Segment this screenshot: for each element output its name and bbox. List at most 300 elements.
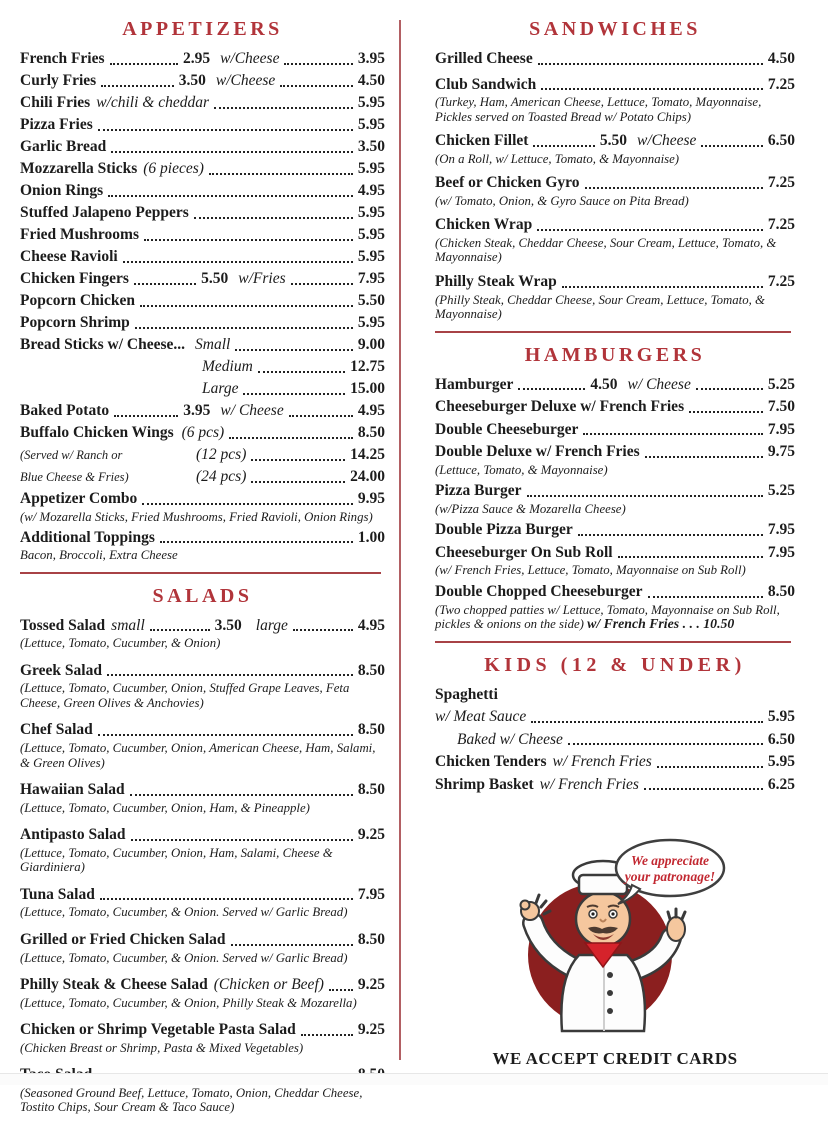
item-name: Buffalo Chicken Wings (20, 424, 174, 441)
item-name: Double Pizza Burger (435, 521, 573, 539)
item-name: Curly Fries (20, 72, 97, 89)
item-price: 5.95 (357, 94, 385, 111)
dot-leader (214, 107, 353, 109)
dot-leader (98, 734, 353, 736)
item-price: 9.75 (767, 443, 795, 461)
menu-item (20, 293, 385, 310)
section-salads (20, 585, 385, 1115)
item-variant: (Chicken or Beef) (213, 976, 324, 994)
item-line (20, 227, 385, 244)
dot-leader (130, 794, 353, 796)
item-name: Cheese Ravioli (20, 248, 118, 265)
menu-item (435, 483, 795, 516)
menu-item (20, 183, 385, 200)
item-price: 8.50 (357, 424, 385, 441)
menu-item (20, 95, 385, 112)
item-price: 5.95 (767, 753, 795, 771)
item-line (435, 175, 795, 192)
item-name: Baked Potato (20, 402, 110, 419)
item-name: Chicken or Shrimp Vegetable Pasta Salad (20, 1021, 296, 1039)
dot-leader (701, 145, 762, 147)
item-name: Philly Steak & Cheese Salad (20, 976, 208, 994)
item-line (20, 249, 385, 266)
dot-leader (107, 674, 353, 676)
item-price: 14.25 (350, 446, 385, 463)
item-name: Double Cheeseburger (435, 420, 579, 438)
item-line (20, 447, 385, 464)
item-name: Cheeseburger On Sub Roll (435, 543, 613, 561)
menu-item (435, 687, 795, 704)
item-description (20, 905, 385, 920)
section-divider (20, 572, 381, 574)
section-title: SALADS (152, 584, 253, 607)
dot-leader (134, 283, 196, 285)
item-description (20, 548, 385, 563)
item-line (20, 887, 385, 904)
item-desc: (Lettuce, Tomato, Cucumber, Onion, American Cheese, Ham, Salami, & Green Olives) (20, 740, 376, 770)
item-line (20, 315, 385, 332)
item-line (20, 161, 385, 178)
item-desc: Bacon, Broccoli, Extra Cheese (20, 548, 178, 563)
item-desc: (Seasoned Ground Beef, Lettuce, Tomato, Onion, Cheddar Cheese, Tostito Chips, Sour Cream & Taco Sauce) (20, 1085, 363, 1115)
item-line (435, 709, 795, 726)
dot-leader (293, 629, 353, 631)
menu-item (435, 444, 795, 477)
item-name: Additional Toppings (20, 528, 155, 546)
item-variant: w/ Meat Sauce (435, 708, 527, 726)
item-desc: (Lettuce, Tomato, Cucumber, Onion, Ham, & Pineapple) (20, 800, 310, 815)
item-name: Shrimp Basket (435, 775, 534, 793)
item-line (20, 1022, 385, 1039)
item-variant: (12 pcs) (196, 446, 247, 463)
item-line (435, 217, 795, 234)
menu-item (435, 709, 795, 726)
item-desc: (w/Pizza Sauce & Mozarella Cheese) (435, 501, 626, 516)
item-price: 5.50 (357, 292, 385, 309)
item-name: Popcorn Chicken (20, 292, 135, 309)
item-name: Garlic Bread (20, 138, 107, 155)
item-line (20, 73, 385, 90)
item-price: 8.50 (357, 661, 385, 679)
item-name: Onion Rings (20, 182, 104, 199)
item-desc: (Lettuce, Tomato, Cucumber, & Onion. Served w/ Garlic Bread) (20, 905, 348, 920)
item-line (435, 77, 795, 94)
item-name: French Fries (20, 50, 105, 67)
dot-leader (140, 305, 353, 307)
item-description (435, 293, 795, 322)
menu-item (20, 315, 385, 332)
item-description (20, 801, 385, 816)
item-desc: (On a Roll, w/ Lettuce, Tomato, & Mayonnaise) (435, 151, 680, 166)
section-title: HAMBURGERS (524, 343, 706, 366)
item-price: 7.95 (357, 270, 385, 287)
section-divider (435, 331, 791, 333)
dot-leader (531, 721, 763, 723)
menu-item (20, 425, 385, 486)
dot-leader (235, 349, 353, 351)
dot-leader (280, 85, 353, 87)
menu-item (435, 217, 795, 265)
item-name: Appetizer Combo (20, 490, 138, 507)
item-description (435, 463, 795, 478)
dot-leader (100, 898, 353, 900)
dot-leader (538, 63, 763, 65)
item-name: Hamburger (435, 375, 514, 393)
item-name: Double Chopped Cheeseburger (435, 583, 643, 601)
dot-leader (110, 63, 178, 65)
menu-item (20, 403, 385, 420)
item-variant: Small (195, 336, 231, 353)
item-line (435, 754, 795, 771)
item-name: Grilled or Fried Chicken Salad (20, 931, 226, 949)
credit-cards-text: WE ACCEPT CREDIT CARDS (492, 1049, 738, 1069)
dot-leader (135, 327, 353, 329)
item-line (20, 205, 385, 222)
item-desc: (Philly Steak, Cheddar Cheese, Sour Cream, Lettuce, Tomato, & Mayonnaise) (435, 292, 765, 322)
dot-leader (689, 411, 763, 413)
item-price: 5.95 (767, 708, 795, 726)
item-line (20, 403, 385, 420)
item-variant: large (255, 616, 288, 634)
item-price: 5.25 (767, 375, 796, 393)
dot-leader (562, 286, 763, 288)
item-description (20, 996, 385, 1011)
item-description (20, 681, 385, 710)
item-price: 4.95 (357, 182, 385, 199)
item-name: Stuffed Jalapeno Peppers (20, 204, 189, 221)
item-variant: w/ Cheese (220, 402, 284, 419)
item-price: 4.95 (357, 616, 385, 634)
menu-item (20, 1022, 385, 1055)
item-variant: w/ French Fries (552, 753, 652, 771)
dot-leader (527, 495, 763, 497)
item-price: 5.50 (201, 270, 229, 287)
menu-item (20, 117, 385, 134)
page-bottom-edge (0, 1073, 828, 1085)
menu-item (435, 175, 795, 208)
item-desc: (Chicken Steak, Cheddar Cheese, Sour Cream, Lettuce, Tomato, & Mayonnaise) (435, 235, 777, 265)
item-line (20, 425, 385, 442)
dot-leader (696, 388, 763, 390)
item-bold-note: w/ French Fries . . . 10.50 (587, 616, 735, 632)
menu-item (20, 932, 385, 965)
dot-leader (98, 129, 353, 131)
item-line (20, 530, 385, 547)
dot-leader (618, 556, 763, 558)
menu-item (20, 887, 385, 920)
item-price: 7.25 (767, 75, 795, 93)
item-price: 5.95 (357, 248, 385, 265)
item-variant: (6 pcs) (181, 424, 225, 441)
item-price: 5.95 (357, 314, 385, 331)
item-price: 6.50 (767, 132, 795, 150)
item-name: Pizza Burger (435, 482, 522, 500)
item-name: Beef or Chicken Gyro (435, 174, 580, 192)
item-name: Pizza Fries (20, 116, 93, 133)
item-price: 8.50 (767, 583, 795, 601)
item-line (435, 274, 795, 291)
chef-mascot-block (435, 835, 795, 1069)
item-line (20, 469, 385, 486)
item-desc: (Two chopped patties w/ Lettuce, Tomato, Mayonnaise on Sub Roll, pickles & onions on the side) (435, 602, 780, 632)
section-title: SANDWICHES (529, 18, 701, 40)
item-price: 7.25 (767, 174, 795, 192)
menu-item (435, 732, 795, 749)
item-price: 9.95 (357, 490, 385, 507)
item-variant: w/Cheese (215, 72, 276, 89)
item-name: Tossed Salad (20, 616, 106, 634)
item-price: 7.95 (767, 521, 795, 539)
item-price: 1.00 (357, 528, 385, 546)
item-line (435, 422, 795, 439)
item-price: 5.95 (357, 116, 385, 133)
menu-item (435, 584, 795, 632)
item-line (20, 271, 385, 288)
dot-leader (644, 788, 763, 790)
item-price: 12.75 (350, 358, 385, 375)
dot-leader (108, 195, 353, 197)
item-price: 7.50 (767, 398, 795, 416)
menu-item (435, 77, 795, 125)
item-line (20, 51, 385, 68)
dot-leader (251, 459, 345, 461)
item-name: Bread Sticks w/ Cheese... (20, 336, 186, 353)
item-price: 8.50 (357, 931, 385, 949)
item-line (20, 293, 385, 310)
dot-leader (251, 481, 345, 483)
item-line (435, 777, 795, 794)
dot-leader (114, 415, 178, 417)
section-kids (435, 654, 795, 794)
item-price: 7.95 (357, 885, 385, 903)
dot-leader (123, 261, 353, 263)
item-price: 6.25 (767, 775, 795, 793)
item-description (20, 741, 385, 770)
speech-bubble (616, 840, 724, 904)
dot-leader (533, 145, 594, 147)
item-variant: w/ Cheese (627, 375, 691, 393)
item-desc: (Lettuce, Tomato, Cucumber, Onion, Stuffed Grape Leaves, Feta Cheese, Green Olives & Anchovies) (20, 681, 350, 710)
item-price: 3.50 (214, 616, 242, 634)
dot-leader (142, 503, 353, 505)
column-divider-line (399, 20, 401, 1060)
item-line (20, 932, 385, 949)
chef-illustration (500, 835, 730, 1040)
menu-item (20, 782, 385, 815)
dot-leader (101, 85, 174, 87)
section-appetizers (20, 18, 385, 563)
item-line (20, 977, 385, 994)
item-price: 3.50 (357, 138, 385, 155)
item-description (20, 510, 385, 525)
item-price: 15.00 (350, 380, 385, 397)
item-price: 8.50 (357, 781, 385, 799)
item-name: Grilled Cheese (435, 50, 533, 67)
item-price: 3.95 (183, 402, 211, 419)
menu-column-left (20, 16, 385, 1127)
item-variant: w/chili & cheddar (96, 94, 209, 111)
item-line (435, 399, 795, 416)
item-line (435, 584, 795, 601)
item-price: 7.25 (767, 216, 795, 234)
item-price: 7.95 (767, 420, 795, 438)
item-name: Greek Salad (20, 661, 102, 679)
dot-leader (284, 63, 352, 65)
item-price: 9.25 (357, 976, 385, 994)
item-line (435, 732, 795, 749)
section-sandwiches (435, 18, 795, 322)
item-variant: (24 pcs) (196, 468, 247, 485)
dot-leader (648, 596, 763, 598)
item-variant: (6 pieces) (143, 160, 204, 177)
item-line (20, 117, 385, 134)
section-title: APPETIZERS (122, 18, 283, 40)
item-name: Chicken Fillet (435, 132, 529, 150)
dot-leader (160, 541, 353, 543)
dot-leader (329, 989, 353, 991)
item-line (435, 377, 795, 394)
menu-item (20, 337, 385, 398)
item-line (435, 133, 795, 150)
bubble-text-line2: your patronage! (624, 869, 716, 885)
menu-item (20, 722, 385, 770)
dot-leader (150, 629, 210, 631)
item-line (435, 545, 795, 562)
menu-item (20, 51, 385, 68)
item-description (20, 1086, 385, 1115)
menu-item (20, 139, 385, 156)
menu-item (20, 249, 385, 266)
open-hand (667, 909, 685, 941)
menu-item (20, 663, 385, 711)
item-price: 5.95 (357, 204, 385, 221)
dot-leader (301, 1034, 353, 1036)
item-line (20, 618, 385, 635)
item-description (435, 563, 795, 578)
item-name: Chicken Tenders (435, 753, 547, 771)
item-name: Cheeseburger Deluxe w/ French Fries (435, 398, 685, 416)
item-price: 4.50 (767, 50, 795, 67)
dot-leader (537, 229, 763, 231)
dot-leader (209, 173, 353, 175)
dot-leader (289, 415, 353, 417)
item-name: Chicken Wrap (435, 216, 533, 234)
menu-item (435, 133, 795, 166)
item-line (435, 483, 795, 500)
menu-item (20, 227, 385, 244)
item-price: 8.50 (357, 721, 385, 739)
dot-leader (243, 393, 345, 395)
item-variant: w/Cheese (637, 132, 697, 150)
dot-leader (585, 187, 763, 189)
item-line (435, 444, 795, 461)
item-price: 7.25 (767, 273, 795, 291)
dot-leader (258, 371, 345, 373)
item-line (20, 722, 385, 739)
menu-item (20, 161, 385, 178)
item-price: 5.95 (357, 226, 385, 243)
item-line (20, 139, 385, 156)
item-line (20, 381, 385, 398)
item-description (20, 1041, 385, 1056)
item-name: Club Sandwich (435, 75, 537, 93)
item-price: 4.50 (590, 375, 618, 393)
dot-leader (657, 766, 763, 768)
item-desc: (w/ Tomato, Onion, & Gyro Sauce on Pita Bread) (435, 193, 689, 208)
item-name: Popcorn Shrimp (20, 314, 130, 331)
item-price: 3.50 (178, 72, 206, 89)
menu-item (435, 274, 795, 322)
menu-item (435, 777, 795, 794)
item-line (20, 359, 385, 376)
menu-item (435, 545, 795, 578)
item-variant: small (111, 616, 145, 634)
item-price: 24.00 (350, 468, 385, 485)
item-desc: (Lettuce, Tomato, Cucumber, & Onion) (20, 636, 221, 651)
item-line (20, 183, 385, 200)
dot-leader (541, 88, 763, 90)
item-name: Spaghetti (435, 685, 498, 703)
item-desc: (w/ French Fries, Lettuce, Tomato, Mayonnaise on Sub Roll) (435, 563, 746, 578)
item-price: 5.95 (357, 160, 385, 177)
menu-item (20, 491, 385, 524)
dot-leader (111, 151, 353, 153)
item-name: Chicken Fingers (20, 270, 129, 287)
item-description (20, 636, 385, 651)
item-name: Fried Mushrooms (20, 226, 139, 243)
item-description (20, 951, 385, 966)
item-desc: (Lettuce, Tomato, Cucumber, & Onion. Served w/ Garlic Bread) (20, 950, 348, 965)
menu-column-right (435, 16, 795, 1127)
item-line (435, 522, 795, 539)
item-line (20, 663, 385, 680)
menu-item (435, 754, 795, 771)
item-description (435, 236, 795, 265)
section-hamburgers (435, 344, 795, 632)
dot-leader (131, 839, 353, 841)
item-description (435, 502, 795, 517)
item-line (20, 337, 385, 354)
item-name: Philly Steak Wrap (435, 273, 557, 291)
item-line (435, 51, 795, 68)
item-name: Mozzarella Sticks (20, 160, 138, 177)
menu-item (20, 73, 385, 90)
item-name: Chili Fries (20, 94, 91, 111)
item-description (435, 95, 795, 124)
menu-item (20, 618, 385, 651)
dot-leader (231, 944, 353, 946)
item-price: 6.50 (767, 730, 795, 748)
menu-item (20, 205, 385, 222)
item-desc: (Lettuce, Tomato, Cucumber, & Onion, Philly Steak & Mozarella) (20, 995, 357, 1010)
item-variant: Medium (202, 358, 253, 375)
item-description (435, 603, 795, 632)
item-line (20, 95, 385, 112)
menu-item (20, 271, 385, 288)
item-price: 3.95 (357, 50, 386, 67)
menu-item (435, 51, 795, 68)
item-price: 5.25 (767, 482, 795, 500)
menu-item (20, 977, 385, 1010)
dot-leader (568, 743, 763, 745)
item-name: Antipasto Salad (20, 826, 126, 844)
section-divider (435, 641, 791, 643)
item-price: 2.95 (182, 50, 211, 67)
item-name: Tuna Salad (20, 885, 95, 903)
dot-leader (645, 456, 763, 458)
menu-item (20, 827, 385, 875)
bubble-text-line1: We appreciate (630, 853, 710, 869)
